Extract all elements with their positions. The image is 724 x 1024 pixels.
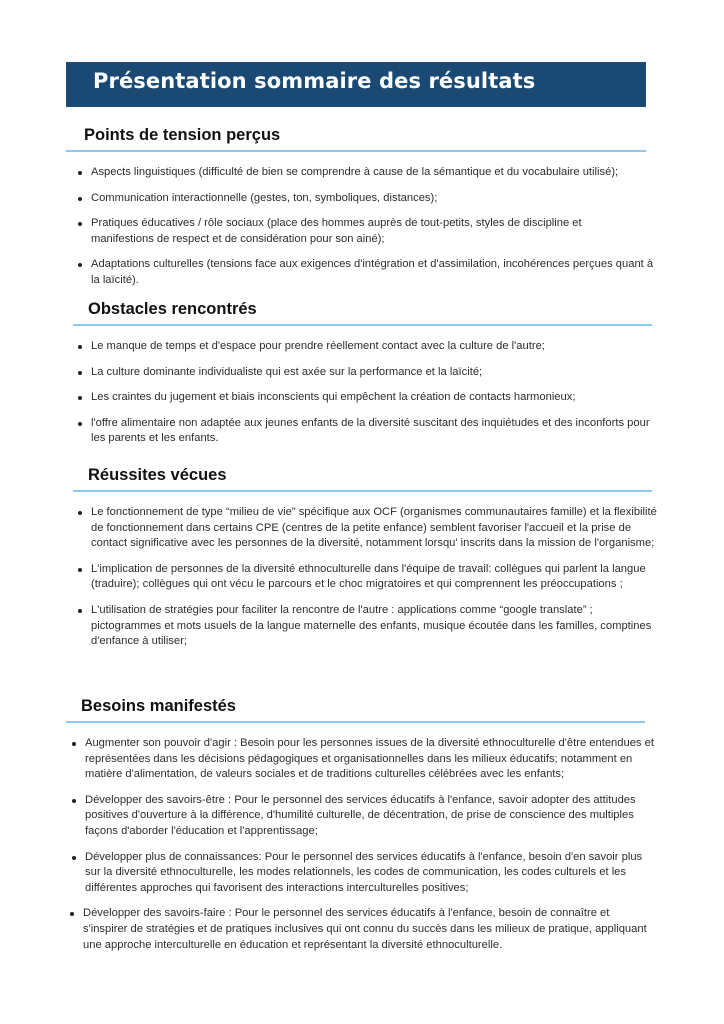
bullet-icon <box>78 511 82 515</box>
section-divider <box>66 150 646 152</box>
list-item: Développer plus de connaissances: Pour le personnel des services éducatifs à l'enfance, besoin d'en savoir plus sur la diversité ethnoculturelle, les modes relationnels, les codes de communication, les codes culturels et les différentes approches qui favorisent des interactions interculturelles positives; <box>85 850 655 897</box>
section-divider <box>73 324 652 326</box>
list-item: Aspects linguistiques (difficulté de bien se comprendre à cause de la sémantique et du vocabulaire utilisé); <box>91 165 661 181</box>
bullet-icon <box>78 609 82 613</box>
section-divider <box>73 490 652 492</box>
list-item: Communication interactionnelle (gestes, ton, symboliques, distances); <box>91 191 661 207</box>
section-title: Besoins manifestés <box>81 697 236 715</box>
list-item: L'implication de personnes de la diversité ethnoculturelle dans l'équipe de travail: collègues qui parlent la langue (traduire); collègues qui ont vécu le parcours et le choc migratoires et qui comprennent les préoccupations ; <box>91 562 663 593</box>
bullet-icon <box>78 222 82 226</box>
bullet-icon <box>78 396 82 400</box>
bullet-icon <box>78 422 82 426</box>
list-obstacles <box>91 339 663 447</box>
bullet-icon <box>72 742 76 746</box>
list-item: Adaptations culturelles (tensions face aux exigences d'intégration et d'assimilation, incohérences perçues quant à la laïcité). <box>91 257 656 288</box>
bullet-icon <box>78 568 82 572</box>
bullet-icon <box>72 799 76 803</box>
bullet-icon <box>78 171 82 175</box>
section-heading-reussites <box>88 466 227 485</box>
bullet-icon <box>78 263 82 267</box>
section-divider <box>66 721 645 723</box>
section-title: Obstacles rencontrés <box>88 300 257 318</box>
bullet-icon <box>78 197 82 201</box>
list-reussites <box>91 505 663 650</box>
list-item: La culture dominante individualiste qui est axée sur la performance et la laïcité; <box>91 365 663 381</box>
section-title: Points de tension perçus <box>84 126 281 144</box>
section-heading-obstacles <box>88 300 257 319</box>
bullet-icon <box>72 856 76 860</box>
list-item: Développer des savoirs-être : Pour le personnel des services éducatifs à l'enfance, savoir adopter des attitudes positives d'ouverture à la différence, d'humilité culturelle, de décentration, de prise de conscience des multiples façons d'aborder l'éducation et l'apprentissage; <box>85 793 655 840</box>
list-item: Le fonctionnement de type “milieu de vie” spécifique aux OCF (organismes communautaires famille) et la flexibilité de fonctionnement dans certains CPE (centres de la petite enfance) semblent favoriser l'accueil et la prise de contact significative avec les personnes de la diversité, notamment lorsqu' inscrits dans la mission de l'organisme; <box>91 505 663 552</box>
list-item: Développer des savoirs-faire : Pour le personnel des services éducatifs à l'enfance, besoin de connaître et s'inspirer de stratégies et de pratiques inclusives qui ont connu du succès dans les milieux de pratique, appliquant une approche interculturelle en éducation et représentant la diversité ethnoculturelle. <box>83 906 653 953</box>
bullet-icon <box>78 371 82 375</box>
list-item: Les craintes du jugement et biais inconscients qui empêchent la création de contacts harmonieux; <box>91 390 663 406</box>
list-points-de-tension <box>91 165 661 289</box>
page-title: Présentation sommaire des résultats <box>93 69 536 93</box>
title-banner <box>66 62 646 107</box>
section-heading-besoins <box>81 697 236 716</box>
list-item: Le manque de temps et d'espace pour prendre réellement contact avec la culture de l'autre; <box>91 339 663 355</box>
section-heading-points-de-tension <box>84 126 280 145</box>
bullet-icon <box>70 912 74 916</box>
list-item: L'utilisation de stratégies pour faciliter la rencontre de l'autre : applications comme “google translate” ; pictogrammes et mots usuels de la langue maternelle des enfants, musique écoutée dans les familles, comptines d'enfance à utiliser; <box>91 603 663 650</box>
bullet-icon <box>78 345 82 349</box>
section-title: Réussites vécues <box>88 466 227 484</box>
list-item: Pratiques éducatives / rôle sociaux (place des hommes auprès de tout-petits, styles de discipline et manifestions de respect et de considération pour son ainé); <box>91 216 646 247</box>
list-besoins <box>85 736 655 953</box>
list-item: Augmenter son pouvoir d'agir : Besoin pour les personnes issues de la diversité ethnoculturelle d'être entendues et représentées dans les décisions pédagogiques et organisationnelles dans les milieux éducatifs; notamment en matière d'alimentation, de valeurs sociales et de traditions culturelles célébrées avec les enfants; <box>85 736 655 783</box>
list-item: l'offre alimentaire non adaptée aux jeunes enfants de la diversité suscitant des inquiétudes et des inconforts pour les parents et les enfants. <box>91 416 663 447</box>
